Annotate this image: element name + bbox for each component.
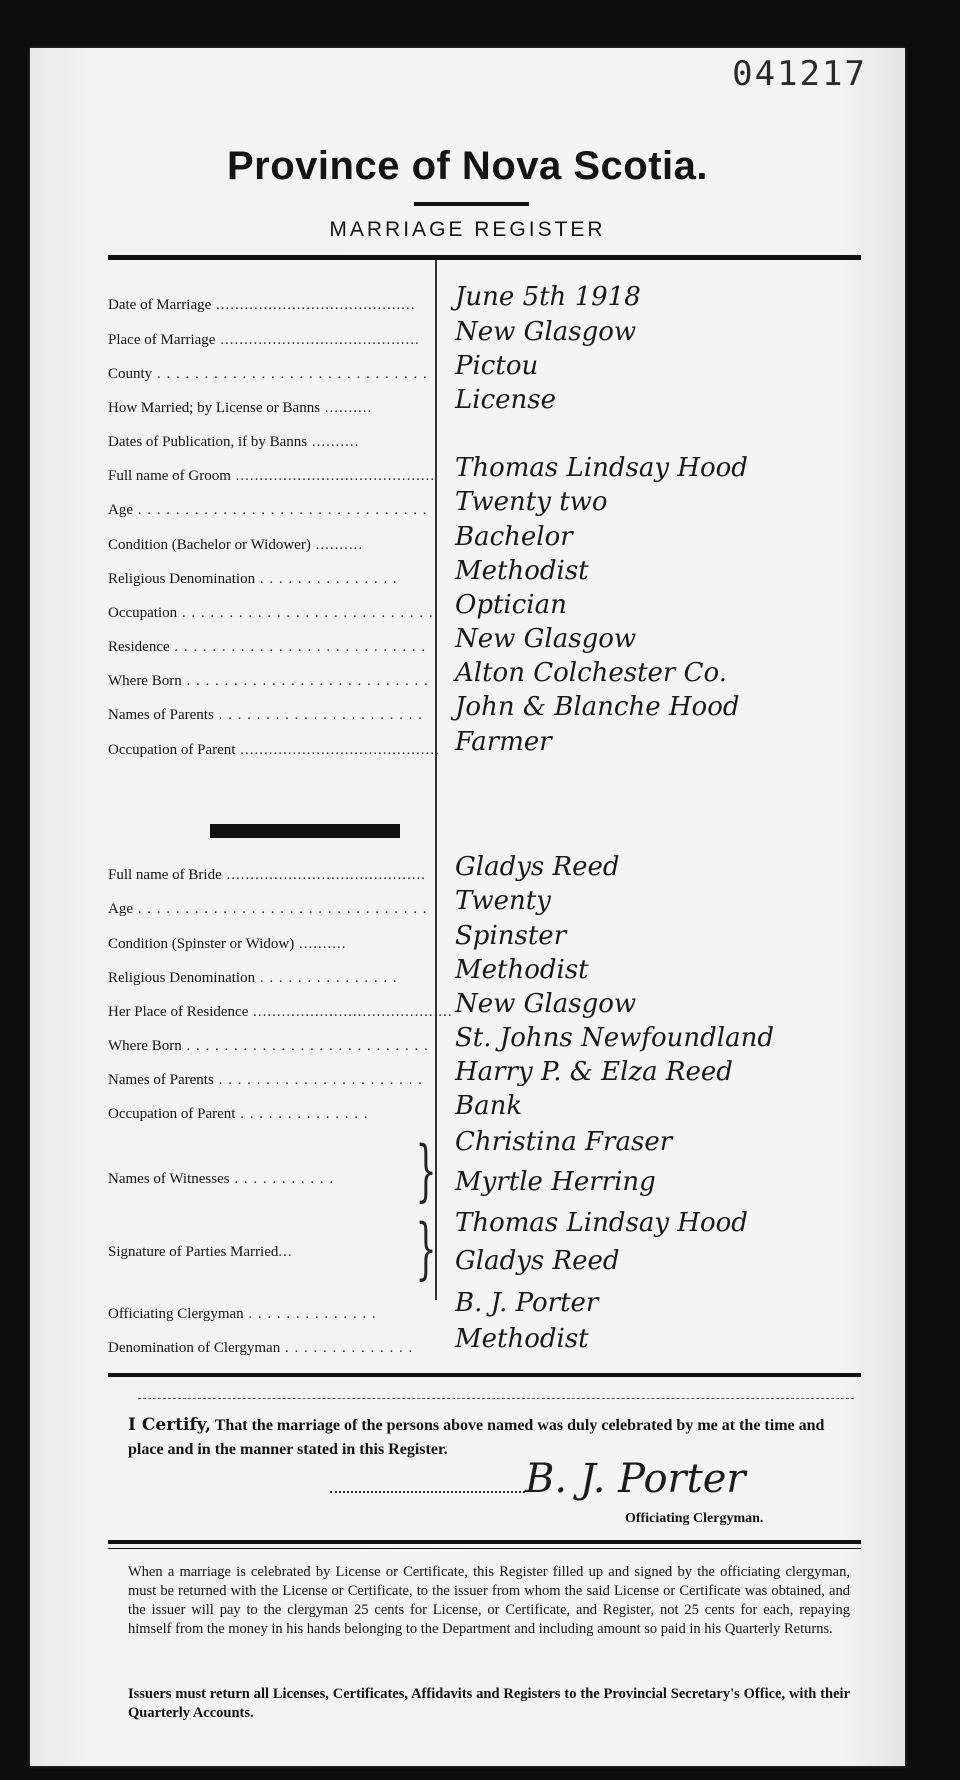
field-value: June 5th 1918 <box>455 282 641 312</box>
bracket-witnesses: } <box>415 1132 437 1209</box>
officiant-signature: B. J. Porter <box>525 1456 746 1502</box>
field-value: Christina Fraser <box>455 1127 673 1157</box>
field-label: Full name of Bride .......................................... <box>108 867 426 883</box>
field-label: Condition (Spinster or Widow) .......... <box>108 936 347 952</box>
field-label: Where Born . . . . . . . . . . . . . . . . . . . . . . . . . . <box>108 673 429 689</box>
field-value: John & Blanche Hood <box>455 692 740 722</box>
header-rule <box>108 255 861 260</box>
field-label: Age . . . . . . . . . . . . . . . . . . . . . . . . . . . . . . . <box>108 901 428 917</box>
field-label: Age . . . . . . . . . . . . . . . . . . . . . . . . . . . . . . . <box>108 502 428 518</box>
page-subtitle: MARRIAGE REGISTER <box>329 218 606 241</box>
field-label: How Married; by License or Banns .......... <box>108 400 373 416</box>
field-label: Place of Marriage .......................................... <box>108 332 420 348</box>
footer-rule-thin <box>108 1548 861 1549</box>
field-label: Residence . . . . . . . . . . . . . . . . . . . . . . . . . . . <box>108 639 427 655</box>
field-label: Names of Parents . . . . . . . . . . . . . . . . . . . . . . <box>108 1072 423 1088</box>
field-value: Spinster <box>455 921 567 951</box>
field-label: Officiating Clergyman . . . . . . . . . . . . . . <box>108 1306 377 1322</box>
field-value: Methodist <box>455 1324 589 1354</box>
page-title: Province of Nova Scotia. <box>226 144 709 188</box>
field-label: Condition (Bachelor or Widower) .......... <box>108 537 364 553</box>
field-value <box>455 417 885 451</box>
field-label: Religious Denomination . . . . . . . . . . . . . . . <box>108 970 398 986</box>
issuers-paragraph: Issuers must return all Licenses, Certificates, Affidavits and Registers to the Provincial Secretary's Office, with their Quarterly Accounts. <box>128 1686 850 1721</box>
field-value: Gladys Reed <box>455 1246 620 1276</box>
field-label: Occupation of Parent . . . . . . . . . . . . . . <box>108 1106 369 1122</box>
field-label: Date of Marriage .......................................... <box>108 297 416 313</box>
certify-text: That the marriage of the persons above named was duly celebrated by me at the time and place and in the manner stated in this Register. <box>128 1417 825 1458</box>
field-label: Religious Denomination . . . . . . . . . . . . . . . <box>108 571 398 587</box>
field-value: B. J. Porter <box>455 1288 599 1318</box>
field-label: Signature of Parties Married... <box>108 1244 293 1260</box>
field-label: Occupation of Parent .......................................... <box>108 742 440 758</box>
register-form <box>30 48 905 1766</box>
field-value: Farmer <box>455 727 552 757</box>
field-label: Occupation . . . . . . . . . . . . . . . . . . . . . . . . . . . <box>108 605 434 621</box>
field-label: Full name of Groom .......................................... <box>108 468 436 484</box>
footer-rule <box>108 1540 861 1544</box>
section-divider-bar <box>210 824 400 838</box>
field-value: St. Johns Newfoundland <box>455 1023 774 1053</box>
field-value: Optician <box>455 590 567 620</box>
bracket-signatures: } <box>415 1210 437 1287</box>
field-value: New Glasgow <box>455 317 637 347</box>
certification-statement <box>128 1413 848 1462</box>
field-value: License <box>455 385 557 415</box>
dashed-rule <box>138 1398 854 1399</box>
field-value: Gladys Reed <box>455 852 620 882</box>
field-label: Her Place of Residence .......................................... <box>108 1004 453 1020</box>
field-value: New Glasgow <box>455 624 637 654</box>
document-number: 041217 <box>732 54 867 94</box>
signature-line <box>330 1491 525 1493</box>
section-rule <box>108 1373 861 1377</box>
signature-caption: Officiating Clergyman. <box>625 1511 764 1526</box>
field-value: Bank <box>455 1091 523 1121</box>
field-label: County . . . . . . . . . . . . . . . . . . . . . . . . . . . . . <box>108 366 428 382</box>
field-value: Thomas Lindsay Hood <box>455 1208 748 1238</box>
field-label: Names of Parents . . . . . . . . . . . . . . . . . . . . . . <box>108 707 423 723</box>
field-value: Harry P. & Elza Reed <box>455 1057 733 1087</box>
field-value: Methodist <box>455 955 589 985</box>
field-value: Bachelor <box>455 522 573 552</box>
field-label: Where Born . . . . . . . . . . . . . . . . . . . . . . . . . . <box>108 1038 429 1054</box>
field-value: Methodist <box>455 556 589 586</box>
notice-paragraph: When a marriage is celebrated by License or Certificate, this Register filled up and signed by the officiating clergyman, must be returned with the License or Certificate, to the issuer from whom the said License or Certificate was obtained, and the issuer will pay to the clergyman 25 cents for License, or Certificate, and Register, not 25 cents for each, repaying himself from the money in his hands belonging to the Department and including amount so paid in his Quarterly Returns. <box>128 1564 850 1637</box>
field-value: Twenty two <box>455 487 608 517</box>
field-value: Pictou <box>455 351 539 381</box>
field-value: Alton Colchester Co. <box>455 658 727 688</box>
field-value: New Glasgow <box>455 989 637 1019</box>
certify-lead: I Certify, <box>128 1415 211 1435</box>
field-value: Thomas Lindsay Hood <box>455 453 748 483</box>
field-label: Dates of Publication, if by Banns .......... <box>108 434 360 450</box>
field-value: Twenty <box>455 886 551 916</box>
field-label: Denomination of Clergyman . . . . . . . . . . . . . . <box>108 1340 414 1356</box>
title-underline <box>414 202 529 206</box>
field-label: Names of Witnesses . . . . . . . . . . . <box>108 1171 335 1187</box>
field-value: Myrtle Herring <box>455 1167 656 1197</box>
